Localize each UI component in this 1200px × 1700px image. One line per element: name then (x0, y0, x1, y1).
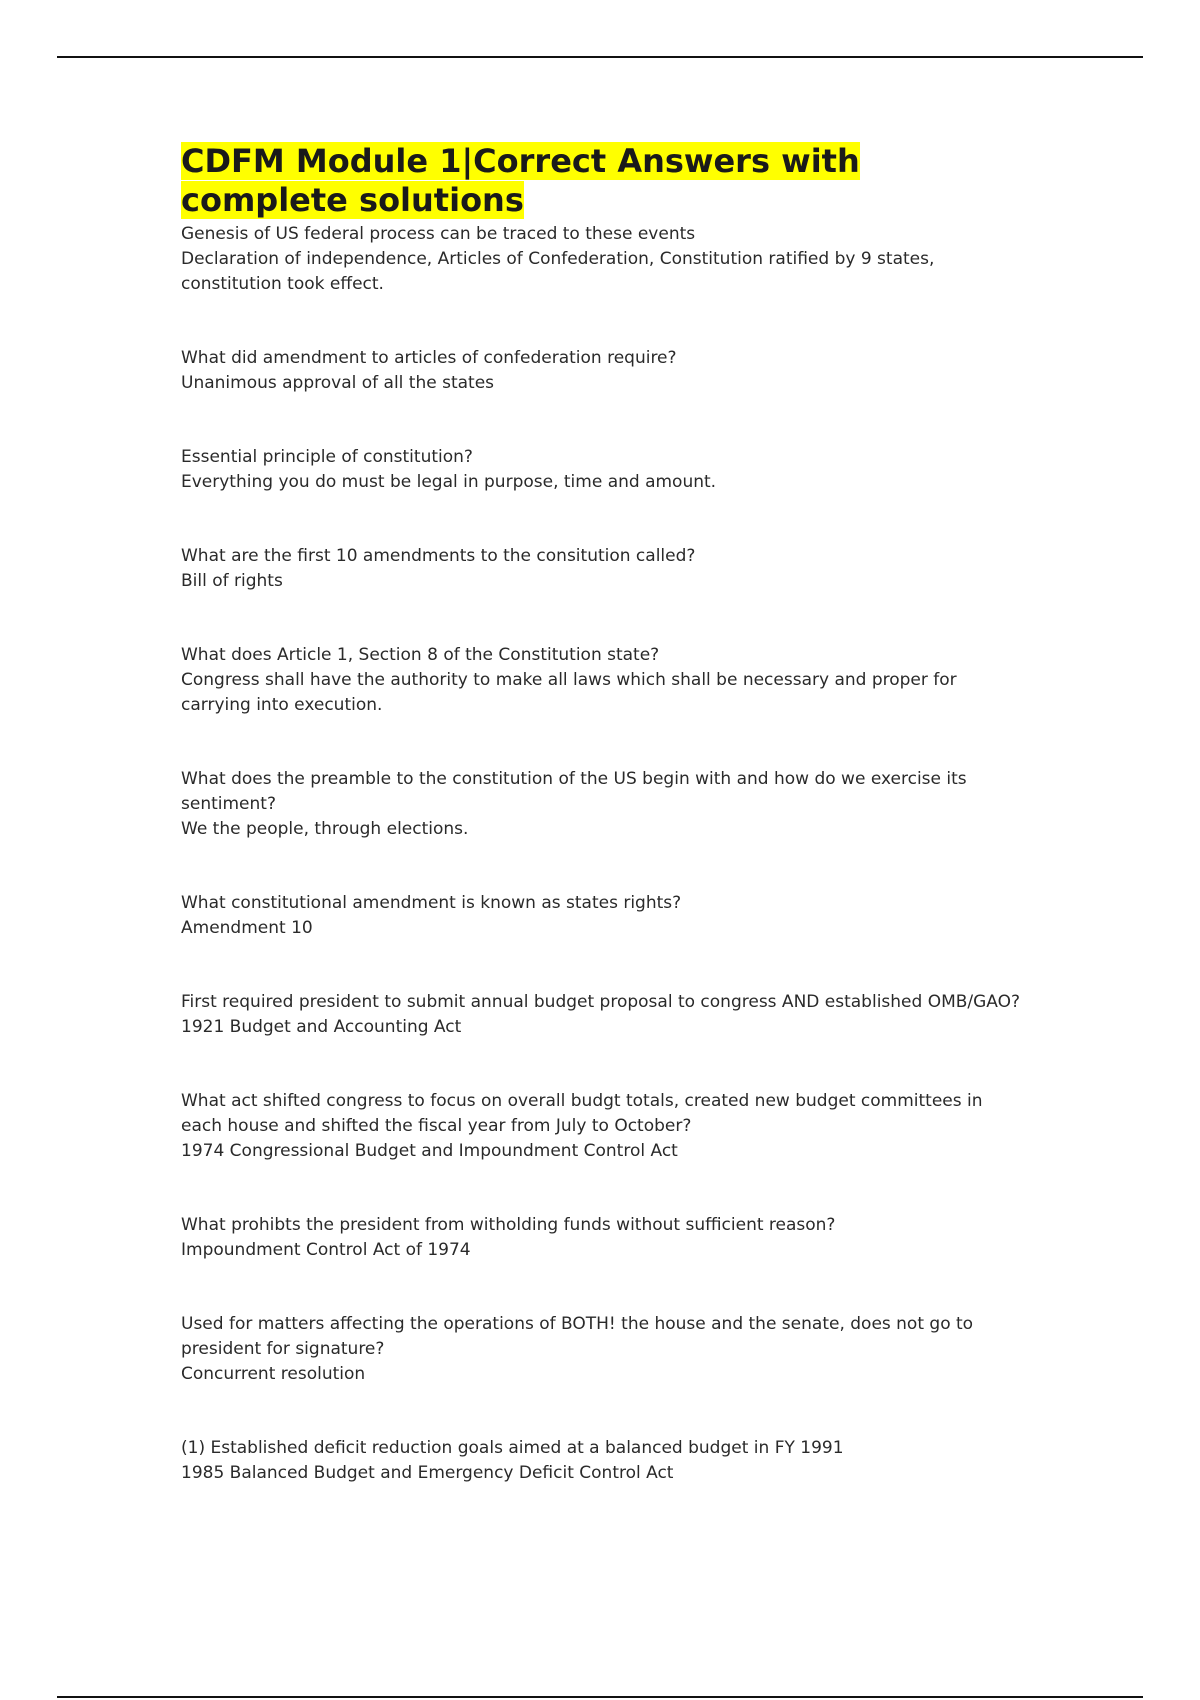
question-text: What constitutional amendment is known as states rights? (181, 893, 682, 913)
answer-text: Amendment 10 (181, 918, 313, 938)
qa-item (181, 1312, 1021, 1387)
question-text: Used for matters affecting the operations of BOTH! the house and the senate, does not go to president for signature? (181, 1314, 974, 1359)
question-text: What does the preamble to the constitution of the US begin with and how do we exercise its sentiment? (181, 769, 967, 814)
question-text: Genesis of US federal process can be traced to these events (181, 224, 696, 244)
answer-text: 1985 Balanced Budget and Emergency Deficit Control Act (181, 1463, 674, 1483)
question-text: What are the first 10 amendments to the consitution called? (181, 546, 696, 566)
question-text: Essential principle of constitution? (181, 447, 473, 467)
qa-item (181, 1089, 1021, 1164)
answer-text: Declaration of independence, Articles of Confederation, Constitution ratified by 9 states, constitution took effect. (181, 249, 935, 294)
answer-text: 1974 Congressional Budget and Impoundment Control Act (181, 1141, 678, 1161)
qa-item (181, 544, 1021, 594)
answer-text: Impoundment Control Act of 1974 (181, 1240, 471, 1260)
qa-item (181, 643, 1021, 718)
question-text: First required president to submit annual budget proposal to congress AND established OMB/GAO? (181, 992, 1021, 1012)
question-text: What did amendment to articles of confederation require? (181, 348, 677, 368)
document-body (181, 142, 1021, 1535)
header-rule (57, 56, 1143, 58)
qa-item (181, 222, 1021, 297)
question-text: What does Article 1, Section 8 of the Constitution state? (181, 645, 660, 665)
answer-text: Congress shall have the authority to make all laws which shall be necessary and proper for carrying into execution. (181, 670, 957, 715)
answer-text: Bill of rights (181, 571, 283, 591)
answer-text: Everything you do must be legal in purpose, time and amount. (181, 472, 717, 492)
qa-item (181, 346, 1021, 396)
qa-item (181, 1436, 1021, 1486)
title-highlight: CDFM Module 1|Correct Answers with complete solutions (181, 142, 860, 219)
answer-text: Unanimous approval of all the states (181, 373, 495, 393)
qa-list (181, 222, 1021, 1486)
qa-item (181, 990, 1021, 1040)
qa-item (181, 891, 1021, 941)
document-title (181, 142, 1021, 220)
qa-item (181, 445, 1021, 495)
question-text: What act shifted congress to focus on overall budgt totals, created new budget committees in each house and shifted the fiscal year from July to October? (181, 1091, 983, 1136)
question-text: What prohibts the president from witholding funds without sufficient reason? (181, 1215, 836, 1235)
qa-item (181, 767, 1021, 842)
question-text: (1) Established deficit reduction goals aimed at a balanced budget in FY 1991 (181, 1438, 844, 1458)
answer-text: 1921 Budget and Accounting Act (181, 1017, 462, 1037)
footer-rule (57, 1696, 1143, 1698)
qa-item (181, 1213, 1021, 1263)
answer-text: Concurrent resolution (181, 1364, 366, 1384)
answer-text: We the people, through elections. (181, 819, 469, 839)
